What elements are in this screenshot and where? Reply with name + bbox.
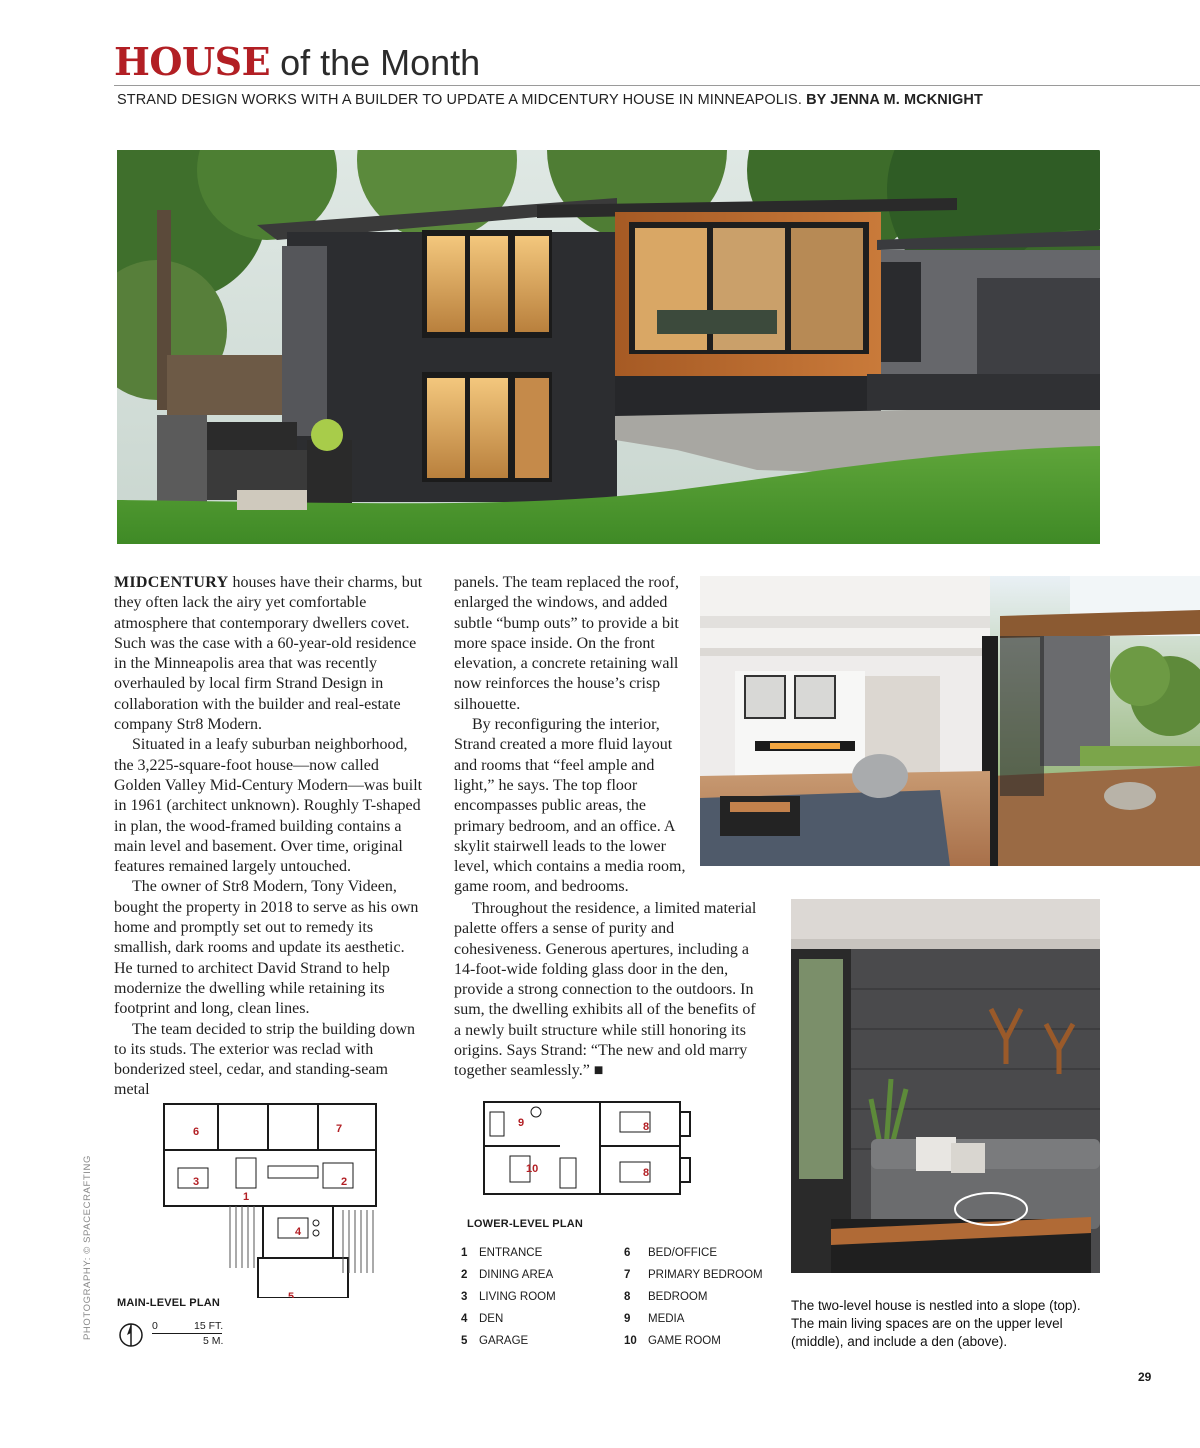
plan-legend-left [461,1242,611,1352]
photo-credit: PHOTOGRAPHY: © SPACECRAFTING [82,1155,93,1340]
legend-item: 1 ENTRANCE [461,1247,543,1259]
legend-item: 6 BED/OFFICE [624,1247,718,1259]
hero-photo-exterior [117,150,1100,544]
article-column-1 [114,573,426,1101]
paragraph: By reconfiguring the interior, Strand created a more fluid layout and rooms that “feel ample and light,” he says. The top floor encompasses public areas, the primary bedroom, and an office. A skylit stairwell leads to the lower level, which contains a media room, game room, and bedrooms. [454,716,686,896]
deck [117,92,983,108]
legend-item: 2 DINING AREA [461,1269,554,1281]
room-number: 1 [243,1191,250,1203]
photo-den [791,899,1100,1273]
scale-meters: 5 M. [203,1335,224,1347]
paragraph: Situated in a leafy suburban neighborhood, the 3,225-square-foot house—now called Golden Valley Mid-Century Modern—was built in 1961 (architect unknown). Roughly T-shaped in plan, the wood-framed building contains a main level and basement. Over time, original features remained largely untouched. [114,736,423,876]
room-number: 3 [193,1176,200,1188]
legend-item: 5 GARAGE [461,1335,529,1347]
legend-item: 3 LIVING ROOM [461,1291,556,1303]
room-number: 7 [336,1123,343,1135]
scale-feet: 15 FT. [194,1320,224,1332]
section-title-rest: of the Month [270,42,481,83]
deck-text: STRAND DESIGN WORKS WITH A BUILDER TO UPDATE A MIDCENTURY HOUSE IN MINNEAPOLIS. [117,92,802,108]
scale-zero: 0 [152,1320,158,1332]
main-level-plan [158,1098,390,1298]
legend-item: 4 DEN [461,1313,504,1325]
section-title-bold: HOUSE [114,39,271,84]
article-column-2 [454,573,690,898]
legend-item: 8 BEDROOM [624,1291,708,1303]
paragraph: The team decided to strip the building down to its studs. The exterior was reclad with bonderized steel, cedar, and standing-seam metal [114,1020,416,1099]
legend-item: 7 PRIMARY BEDROOM [624,1269,763,1281]
legend-item: 10 GAME ROOM [624,1335,721,1347]
paragraph [114,573,426,735]
room-number: 2 [341,1176,348,1188]
room-number: 8 [643,1121,650,1133]
byline: BY JENNA M. MCKNIGHT [806,92,983,108]
header-rule [114,85,1200,86]
photo-caption: The two-level house is nestled into a slope (top). The main living spaces are on the upper level (middle), and include a den (above). [791,1298,1081,1349]
room-number: 8 [643,1167,650,1179]
article-column-2-continued [454,899,764,1082]
plan-legend-right [624,1242,784,1352]
paragraph-text: houses have their charms, but they often lack the airy yet comfortable atmosphere that contemporary dwellers covet. Such was the case with a 60-year-old residence in the Minneapolis area that was recently overhauled by local firm Strand Design in collaboration with the builder and real-estate company Str8 Modern. [114,574,423,734]
scale-bar [152,1333,222,1334]
main-level-plan-label: MAIN-LEVEL PLAN [117,1297,221,1309]
room-number: 10 [526,1163,539,1175]
room-number: 5 [288,1291,295,1298]
paragraph: panels. The team replaced the roof, enlarged the windows, and added subtle “bump outs” to provide a bit more space inside. On the front elevation, a concrete retaining wall now reinforces the house’s crisp silhouette. [454,574,679,713]
north-arrow-icon [118,1322,144,1348]
page-number: 29 [1138,1370,1152,1384]
paragraph: Throughout the residence, a limited material palette offers a sense of purity and cohesiveness. Generous apertures, including a 14-foot-wide folding glass door in the den, provide a strong connection to the outdoors. In sum, the dwelling exhibits all of the benefits of a newly built structure while still honoring its origins. Says Strand: “The new and old marry together seamlessly.” ■ [454,900,757,1080]
room-number: 9 [518,1117,525,1129]
legend-item: 9 MEDIA [624,1313,685,1325]
photo-interior-living [700,576,1200,866]
lower-level-plan-label: LOWER-LEVEL PLAN [467,1218,584,1230]
section-title [114,38,480,87]
paragraph: The owner of Str8 Modern, Tony Videen, bought the property in 2018 to serve as his own home and promptly set out to remedy its smallish, dark rooms and update its aesthetic. He turned to architect David Strand to help modernize the dwelling while retaining its footprint and long, clean lines. [114,878,419,1018]
room-number: 6 [193,1126,200,1138]
lower-level-plan [480,1098,694,1198]
room-number: 4 [295,1226,302,1238]
lead-word: MIDCENTURY [114,574,229,591]
